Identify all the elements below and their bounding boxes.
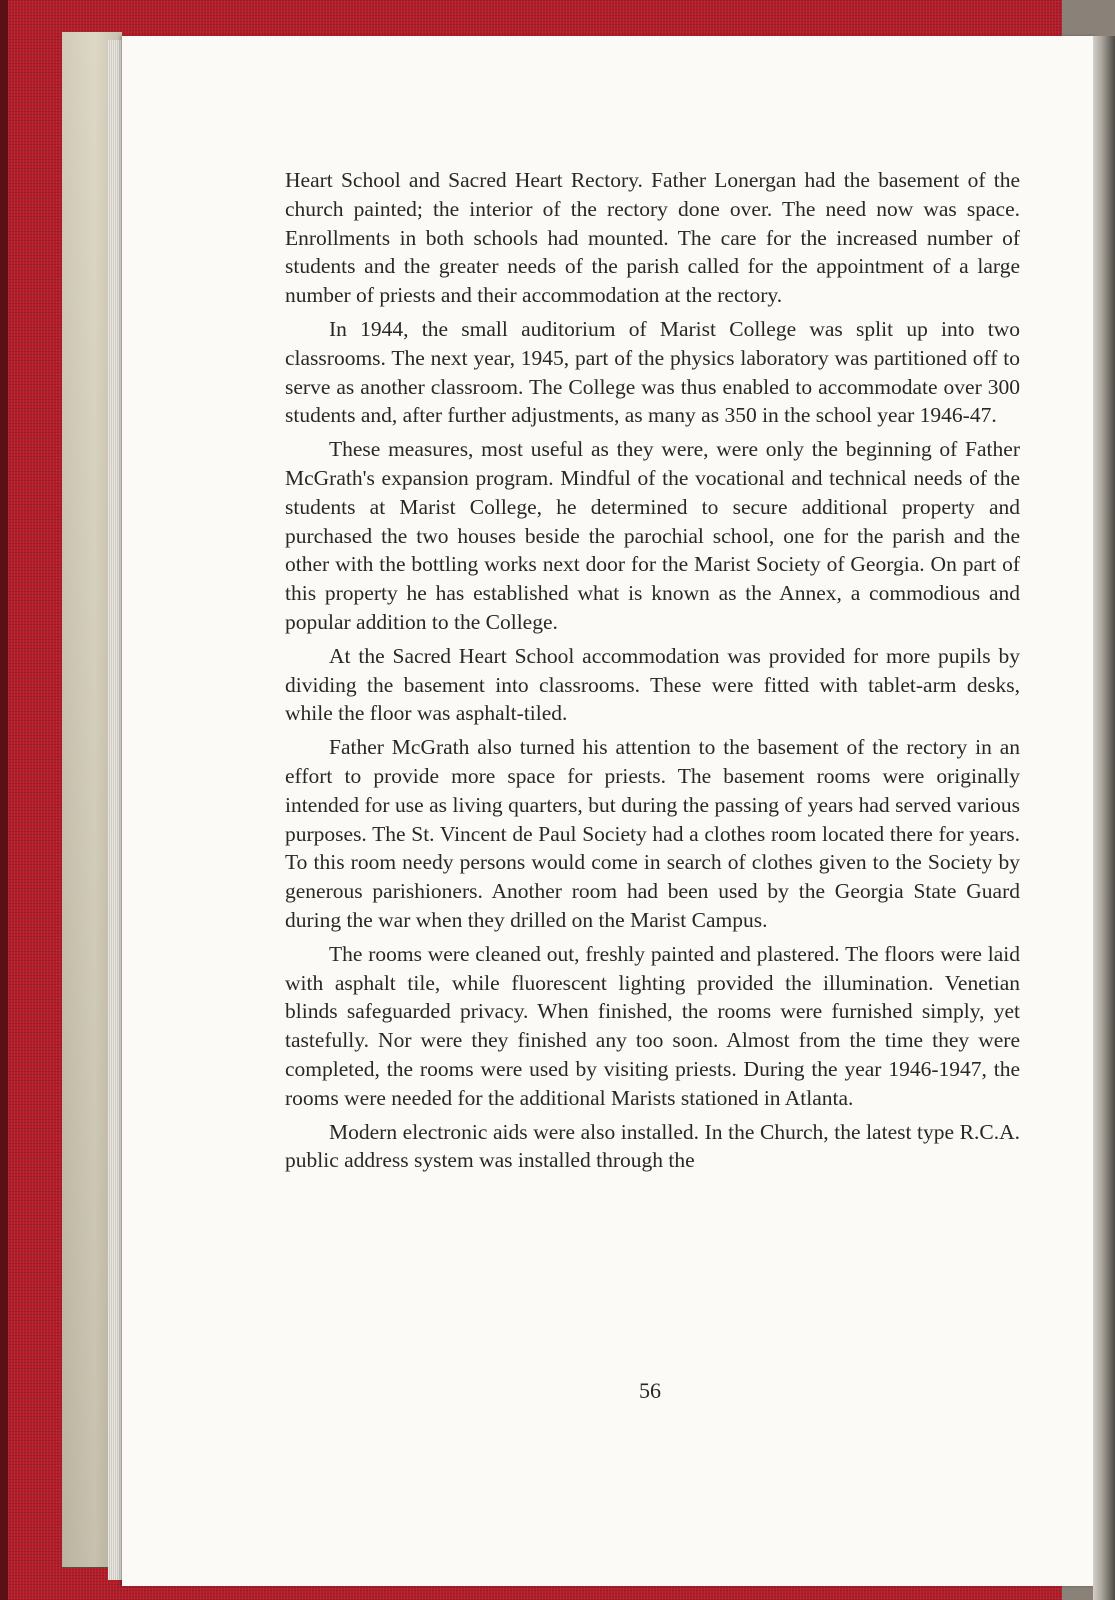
paragraph-2: In 1944, the small auditorium of Marist College was split up into two classrooms. The next year, 1945, part of the physics laboratory was partitioned off to serve as another classroom. The College was thus enabled to accommodate over 300 students and, after further adjustments, as many as 350 in the school year 1946-47. (285, 316, 1020, 428)
page-number: 56 (639, 1378, 661, 1403)
page-body-text (285, 166, 1020, 1180)
paragraph-5: Father McGrath also turned his attention to the basement of the rectory in an effort to provide more space for priests. The basement rooms were originally intended for use as living quarters, but during the passing of years had served various purposes. The St. Vincent de Paul Society had a clothes room located there for years. To this room needy persons would come in search of clothes given to the Society by generous parishioners. Another room had been used by the Georgia State Guard during the war when they drilled on the Marist Campus. (285, 735, 1020, 932)
paragraph-4: At the Sacred Heart School accommodation was provided for more pupils by dividing the basement into classrooms. These were fitted with tablet-arm desks, while the floor was asphalt-tiled. (285, 643, 1020, 726)
cover-edge (0, 0, 8, 1600)
page-gutter-shadow (1093, 36, 1115, 1600)
paragraph-1: Heart School and Sacred Heart Rectory. Father Lonergan had the basement of the church painted; the interior of the rectory done over. The need now was space. Enrollments in both schools had mounted. The care for the increased number of students and the greater needs of the parish called for the appointment of a large number of priests and their accommodation at the rectory. (285, 168, 1020, 308)
paragraph-3: These measures, most useful as they were, were only the beginning of Father McGrath's expansion program. Mindful of the vocational and technical needs of the students at Marist College, he determined to secure additional property and purchased the two houses beside the parochial school, one for the parish and the other with the bottling works next door for the Marist Society of Georgia. On part of this property he has established what is known as the Annex, a commodious and popular addition to the College. (285, 437, 1020, 634)
paragraph-6: The rooms were cleaned out, freshly painted and plastered. The floors were laid with asphalt tile, while fluorescent lighting provided the illumination. Venetian blinds safeguarded privacy. When finished, the rooms were furnished simply, yet tastefully. Nor were they finished any too soon. Almost from the time they were completed, the rooms were used by visiting priests. During the year 1946-1947, the rooms were needed for the additional Marists stationed in Atlanta. (285, 941, 1020, 1110)
paragraph-7: Modern electronic aids were also installed. In the Church, the latest type R.C.A. public address system was installed through the (285, 1119, 1020, 1173)
